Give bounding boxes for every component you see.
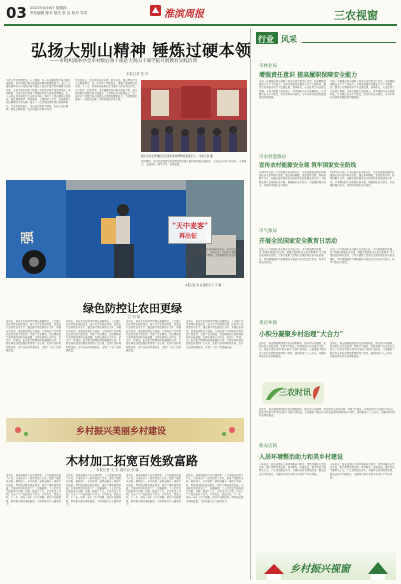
page-number: 03 xyxy=(6,4,27,22)
green-body-col2: 近年来，县农业农村局坚持绿色发展理念，大力推广病虫害绿色防控技术，减少化学农药使用量，提高农产品质量安全水平。通过建立绿色防控示范区、开展技术培训、发放防控物资等措施，有效控制了农作物病虫害的发生和危害，实现了农业增效、农民增收和生态环境改善的多赢局面。在绿色防控示范区内，杀虫灯、性诱剂、粘虫板等物理防控设施随处可见，生物农药和高效低毒农药得到广泛应用，农田生态环境明显改善，农产品品质显著提升，受到广大农户的普遍欢迎。 xyxy=(66,320,121,352)
sidebar-item-3-source: 市气象局 xyxy=(259,229,277,234)
rural-banner-text: 乡村振兴美丽乡村建设 xyxy=(76,427,167,437)
sidebar-village-body-c: 近年来，黄店镇积极探索乡村治理新模式，推行积分制管理，将村民参与乡村治理、环境卫生整治、移风易俗等内容量化为积分，村民可凭积分到“积分超市”兑换生活用品，有效激发了群众参与乡村治理的积极性和主动性，推动形成了人人参与、共建共享的乡村治理新格局。 xyxy=(259,408,396,418)
sidebar-village-title: 小积分凝聚乡村治理“大合力” xyxy=(259,330,344,338)
column-divider xyxy=(250,28,251,580)
sidebar-item-3-body-b: 在第八个全民国家安全教育日来临之际，市气象局组织开展以“贯彻总体国家安全观，增强全民国家安全意识和素养”为主题的宣传教育活动，引导干部职工深刻认识维护国家安全的重要性，切实增强维护气象数据安全和信息安全的责任意识，筑牢气象安全防线。 xyxy=(330,248,395,264)
svg-text:强: 强 xyxy=(20,230,35,244)
sidebar-header xyxy=(256,32,396,44)
sidebar-village-source: 黄店乡镇 xyxy=(259,321,277,326)
date-line: 2023年4月6日 星期四 xyxy=(30,6,67,10)
page-header xyxy=(0,0,401,30)
masthead-logo xyxy=(148,2,218,20)
feature-side-text: 5月初，连日来县城区的麦客陆续出发，奔赴各地抢收小麦。图为麦客们在装车，准备出发。机收队伍规模不断扩大，跨区作业能力持续增强，为夏粮颗粒归仓提供了有力保障。 xyxy=(184,248,244,261)
sidebar-item-2-source: 市农村能源站 xyxy=(259,155,286,160)
lead-photo-caption: 图为学员在鄂豫皖苏区首府革命博物馆参观学习。 本报记者 摄 xyxy=(141,155,213,158)
editor-line: 责任编辑 陈东 版式 张 洁 校对 雪青 xyxy=(30,11,88,15)
header-rule xyxy=(4,24,397,26)
sidebar-item-1-body-b: 为进一步增强全体干部职工的安全意识和责任意识，提高履职保障安全生产工作能力，市林业局组织开展安全生产专题培训，邀请专家围绕安全生产法律法规、森林防火、应急处置等内容进行讲解。全体干部职工纷纷表示，将牢固树立安全发展理念，认真履行安全生产职责，切实筑牢安全防线，为全市林业高质量发展提供坚强保障。 xyxy=(330,80,395,100)
sidebar-item-1-body-a: 为进一步增强全体干部职工的安全意识和责任意识，提高履职保障安全生产工作能力，市林业局组织开展安全生产专题培训，邀请专家围绕安全生产法律法规、森林防火、应急处置等内容进行讲解。全体干部职工纷纷表示，将牢固树立安全发展理念，认真履行安全生产职责，切实筑牢安全防线，为全市林业高质量发展提供坚强保障。 xyxy=(259,80,326,100)
feature-tag-subtitle: 再出征 xyxy=(179,233,198,240)
section-name: 三农视窗 xyxy=(334,9,378,22)
sidebar-item-1-title: 增强责任意识 提高履职保障安全能力 xyxy=(259,72,358,79)
wood-body-col1: 近年来，县委县政府立足资源优势，大力发展木材加工产业，引进培育了一批木材加工企业，形成了集原木采购、板材加工、家具制造、销售运输于一体的产业链条，带动周边群众就近就业，拓宽了增收致富渠道。走进园区的木材加工厂，机器轰鸣，工人们正在忙碌地进行切割、打磨、组装等工序。企业负责人介绍，目前工厂产品远销多个省市，订单充足，效益良好。下一步，将进一步扩大生产规模，提升产品附加值，带动更多群众增收致富，为乡村振兴注入强劲动力。 xyxy=(6,474,61,506)
sanong-logo xyxy=(262,382,324,404)
green-byline: □ 刘 敏 xyxy=(128,315,141,319)
sidebar-village-body-a: 近年来，黄店镇积极探索乡村治理新模式，推行积分制管理，将村民参与乡村治理、环境卫生整治、移风易俗等内容量化为积分，村民可凭积分到“积分超市”兑换生活用品，有效激发了群众参与乡村治理的积极性和主动性，推动形成了人人参与、共建共享的乡村治理新格局。 xyxy=(259,342,327,358)
sidebar-footer-art xyxy=(256,552,396,580)
lead-body-left: 为深入学习贯彻党的二十大精神，进一步加强村级后备干部队伍建设，提升村级后备干部的政治素质和履职能力，近日，市组织部举办全市村级后备干部赴大别山干部学院开展教育实践培训。来自全县各乡镇（街道）的村级后备干部参加培训。培训期间，学员们先后参观了鄂豫皖苏区首府革命博物馆、红二十五军长征出发地等红色教育基地，聆听了大别山精神专题讲座，通过现场教学、情景体验、专题研讨等方式，深刻感悟大别山精神的丰富内涵，接受了一次深刻的党性教育和精神洗礼。学员们纷纷表示，将以此次培训为契机，弘扬大别山精神，锤炼过硬本领，在乡村振兴中担当作为。 xyxy=(6,79,71,111)
wood-body-col2: 近年来，县委县政府立足资源优势，大力发展木材加工产业，引进培育了一批木材加工企业，形成了集原木采购、板材加工、家具制造、销售运输于一体的产业链条，带动周边群众就近就业，拓宽了增收致富渠道。走进园区的木材加工厂，机器轰鸣，工人们正在忙碌地进行切割、打磨、组装等工序。企业负责人介绍，目前工厂产品远销多个省市，订单充足，效益良好。下一步，将进一步扩大生产规模，提升产品附加值，带动更多群众增收致富，为乡村振兴注入强劲动力。 xyxy=(66,474,121,506)
lead-headline: 弘扬大别山精神 锤炼过硬本领 xyxy=(31,41,252,60)
sidebar-item-2-body-a: 4月15日是第八个全民国家安全教育日，市农村能源站组织开展国家安全宣传教育活动，通过悬挂横幅、发放宣传资料、现场讲解等方式，向群众宣传国家安全知识和农村能源安全常识，引导群众树立总体国家安全观，增强国家安全意识，自觉维护国家安全，共同筑牢国家安全防线。 xyxy=(259,171,326,187)
lead-subtitle: ——市组织部举办全市村级后备干部赴大别山干部学院开展教育实践培训 xyxy=(50,59,198,64)
sidebar-item-3-body-a: 在第八个全民国家安全教育日来临之际，市气象局组织开展以“贯彻总体国家安全观，增强全民国家安全意识和素养”为主题的宣传教育活动，引导干部职工深刻认识维护国家安全的重要性，切实增强维护气象数据安全和信息安全的责任意识，筑牢气象安全防线。 xyxy=(259,248,327,264)
sidebar-item-2-body-b: 4月15日是第八个全民国家安全教育日，市农村能源站组织开展国家安全宣传教育活动，通过悬挂横幅、发放宣传资料、现场讲解等方式，向群众宣传国家安全知识和农村能源安全常识，引导群众树立总体国家安全观，增强国家安全意识，自觉维护国家安全，共同筑牢国家安全防线。 xyxy=(330,171,395,187)
building-photo-illustration xyxy=(141,80,247,152)
lead-body-caption-col: 培训期间，学员们还围绕如何发挥村级后备干部作用开展交流研讨，大家结合自身工作实际，分享体会、交流经验，相互学习、共同提高。 xyxy=(141,160,247,167)
rural-banner xyxy=(6,418,244,442)
sidebar-header-rule xyxy=(302,42,396,43)
wood-headline: 木材加工拓宽百姓致富路 xyxy=(66,454,199,468)
sidebar-header-prefix: 行业 xyxy=(258,33,274,44)
green-body-col3: 近年来，县农业农村局坚持绿色发展理念，大力推广病虫害绿色防控技术，减少化学农药使用量，提高农产品质量安全水平。通过建立绿色防控示范区、开展技术培训、发放防控物资等措施，有效控制了农作物病虫害的发生和危害，实现了农业增效、农民增收和生态环境改善的多赢局面。在绿色防控示范区内，杀虫灯、性诱剂、粘虫板等物理防控设施随处可见，生物农药和高效低毒农药得到广泛应用，农田生态环境明显改善，农产品品质显著提升，受到广大农户的普遍欢迎。 xyxy=(126,320,181,352)
sidebar-header-main: 风采 xyxy=(281,33,297,44)
sidebar-item-3-title: 开展全民国家安全教育日活动 xyxy=(259,238,338,245)
sidebar-last-body-a: 今年以来，新安店镇以人居环境整治为抓手，持续开展村庄清洁行动，集中清理垃圾杂物、残垣断壁、乱堆乱放，组织党员干部带头示范，广泛发动群众参与，全镇村容村貌明显改善，群众满意度不断提升，为建设宜居宜业和美乡村打下坚实基础。 xyxy=(259,463,326,476)
wood-byline: 本报记者 王 芳 通讯员 李 娜 xyxy=(96,468,139,472)
masthead-title: 淮滨周报 xyxy=(164,9,204,20)
sidebar-item-2-title: 宣传农村能源安全观 筑牢国家安全防线 xyxy=(259,163,357,169)
sidebar-last-body-b: 今年以来，新安店镇以人居环境整治为抓手，持续开展村庄清洁行动，集中清理垃圾杂物、残垣断壁、乱堆乱放，组织党员干部带头示范，广泛发动群众参与，全镇村容村貌明显改善，群众满意度不断提升，为建设宜居宜业和美乡村打下坚实基础。 xyxy=(330,463,395,479)
wood-body-col3: 近年来，县委县政府立足资源优势，大力发展木材加工产业，引进培育了一批木材加工企业，形成了集原木采购、板材加工、家具制造、销售运输于一体的产业链条，带动周边群众就近就业，拓宽了增收致富渠道。走进园区的木材加工厂，机器轰鸣，工人们正在忙碌地进行切割、打磨、组装等工序。企业负责人介绍，目前工厂产品远销多个省市，订单充足，效益良好。下一步，将进一步扩大生产规模，提升产品附加值，带动更多群众增收致富，为乡村振兴注入强劲动力。 xyxy=(126,474,181,506)
feature-credit: 本报记者 张 冰 通讯员 王 宇 摄 xyxy=(185,284,222,287)
sidebar-last-title: 人居环境整治助力和美乡村建设 xyxy=(259,454,344,461)
sidebar-village-body-b: 近年来，黄店镇积极探索乡村治理新模式，推行积分制管理，将村民参与乡村治理、环境卫生整治、移风易俗等内容量化为积分，村民可凭积分到“积分超市”兑换生活用品，有效激发了群众参与乡村治理的积极性和主动性，推动形成了人人参与、共建共享的乡村治理新格局。 xyxy=(330,342,395,358)
sidebar-last-source: 新安店镇 xyxy=(259,444,277,449)
lead-byline: 本报记者 张 玲 xyxy=(126,72,149,76)
green-body-col4: 近年来，县农业农村局坚持绿色发展理念，大力推广病虫害绿色防控技术，减少化学农药使用量，提高农产品质量安全水平。通过建立绿色防控示范区、开展技术培训、发放防控物资等措施，有效控制了农作物病虫害的发生和危害，实现了农业增效、农民增收和生态环境改善的多赢局面。在绿色防控示范区内，杀虫灯、性诱剂、粘虫板等物理防控设施随处可见，生物农药和高效低毒农药得到广泛应用，农田生态环境明显改善，农产品品质显著提升，受到广大农户的普遍欢迎。 xyxy=(186,320,244,349)
sidebar-item-1-source: 市林业局 xyxy=(259,64,277,69)
feature-tag-box xyxy=(168,216,212,244)
lead-body-middle: 学员们表示，此次培训内容丰富、形式多样，既有理论学习又有现场教学，进一步坚定了理想信念，增强了服务群众的本领。下一步，将把培训成果转化为推动工作的实际行动，立足岗位、扎根基层，为全面推进乡村振兴贡献力量。此次培训紧扣村级后备干部需求，注重理论与实践相结合，进一步提升了村级后备干部的综合素质和履职能力，为村级组织储备了一批政治过硬、本领高强的后备力量。 xyxy=(75,79,138,102)
wood-body-col4: 近年来，县委县政府立足资源优势，大力发展木材加工产业，引进培育了一批木材加工企业，形成了集原木采购、板材加工、家具制造、销售运输于一体的产业链条，带动周边群众就近就业，拓宽了增收致富渠道。走进园区的木材加工厂，机器轰鸣，工人们正在忙碌地进行切割、打磨、组装等工序。企业负责人介绍，目前工厂产品远销多个省市，订单充足，效益良好。下一步，将进一步扩大生产规模，提升产品附加值，带动更多群众增收致富，为乡村振兴注入强劲动力。 xyxy=(186,474,244,503)
green-headline: 绿色防控让农田更绿 xyxy=(83,302,182,315)
green-body-col1: 近年来，县农业农村局坚持绿色发展理念，大力推广病虫害绿色防控技术，减少化学农药使用量，提高农产品质量安全水平。通过建立绿色防控示范区、开展技术培训、发放防控物资等措施，有效控制了农作物病虫害的发生和危害，实现了农业增效、农民增收和生态环境改善的多赢局面。在绿色防控示范区内，杀虫灯、性诱剂、粘虫板等物理防控设施随处可见，生物农药和高效低毒农药得到广泛应用，农田生态环境明显改善，农产品品质显著提升，受到广大农户的普遍欢迎。 xyxy=(6,320,61,352)
lead-photo xyxy=(141,80,247,152)
sidebar-footer-text: 乡村振兴视窗 xyxy=(290,564,350,575)
sanong-logo-text: 三农时讯 xyxy=(279,387,311,397)
feature-tag-title: “天中麦客” xyxy=(172,221,209,230)
